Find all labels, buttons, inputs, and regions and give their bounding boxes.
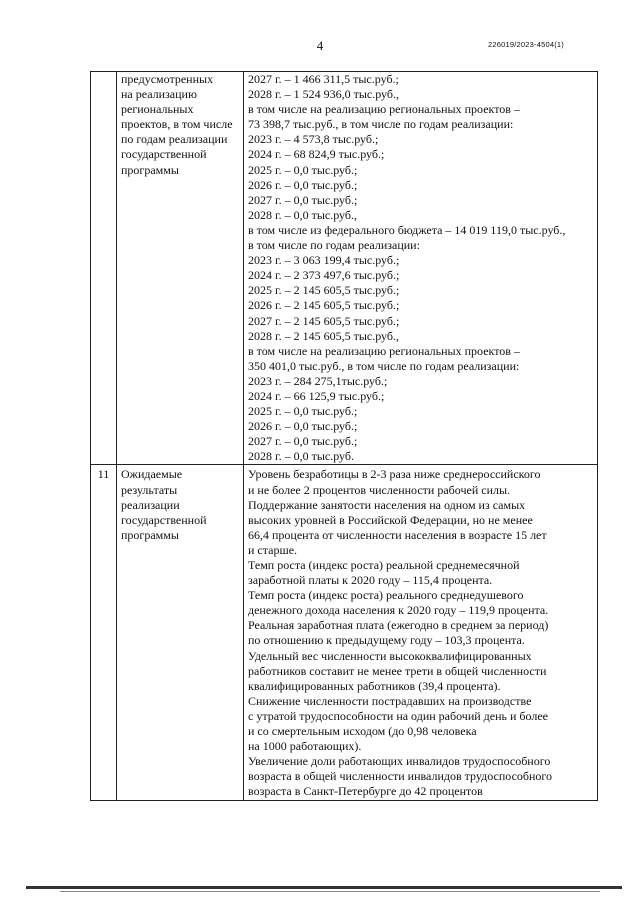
row-label	[117, 72, 244, 465]
label-line: результаты	[121, 482, 178, 497]
content-line: Темп роста (индекс роста) реальной среднемесячной	[248, 558, 520, 572]
content-line: и старше.	[248, 542, 298, 557]
content-line: 2023 г. – 284 275,1тыс.руб.;	[248, 373, 388, 388]
content-line: 73 398,7 тыс.руб., в том числе по годам реализации:	[248, 117, 514, 132]
content-line: 2024 г. – 66 125,9 тыс.руб.;	[248, 388, 385, 403]
content-line: в том числе из федерального бюджета – 14 019 119,0 тыс.руб.,	[248, 222, 566, 237]
content-line: 2025 г. – 0,0 тыс.руб.;	[248, 404, 358, 419]
label-line: государственной	[121, 512, 207, 527]
page-number: 4	[316, 38, 324, 53]
content-line: 2025 г. – 0,0 тыс.руб.;	[248, 162, 358, 177]
content-line: Удельный вес численности высококвалифицированных	[248, 648, 532, 663]
content-line: квалифицированных работников (39,4 процента).	[248, 678, 501, 693]
content-line: 2028 г. – 0,0 тыс.руб.	[248, 449, 354, 464]
content-line: 2027 г. – 2 145 605,5 тыс.руб.;	[248, 313, 400, 328]
row-label	[117, 465, 244, 800]
content-line: работников составит не менее трети в общей численности	[248, 663, 547, 678]
content-line: Темп роста (индекс роста) реального среднедушевого	[248, 588, 524, 603]
content-line: 350 401,0 тыс.руб., в том числе по годам реализации:	[248, 358, 520, 373]
row-content	[244, 465, 598, 800]
label-line: Ожидаемые	[121, 467, 183, 482]
content-line: Поддержание занятости населения на одном из самых	[248, 497, 526, 512]
label-line: государственной	[121, 147, 207, 162]
label-line: по годам реализации	[121, 132, 228, 147]
content-line: возраста в Санкт-Петербурге до 42 процентов	[248, 784, 483, 799]
label-line: программы	[121, 527, 179, 542]
label-line: проектов, в том числе	[121, 117, 233, 132]
label-line: программы	[121, 162, 179, 177]
content-line: заработной платы к 2020 году – 115,4 процента.	[248, 573, 493, 588]
content-line: 2027 г. – 1 466 311,5 тыс.руб.;	[248, 72, 399, 86]
program-passport-table	[90, 71, 598, 801]
content-line: денежного дохода населения к 2020 году – 119,9 процента.	[248, 603, 549, 618]
table-row	[91, 72, 598, 465]
content-line: 2027 г. – 0,0 тыс.руб.;	[248, 192, 358, 207]
content-line: в том числе на реализацию региональных проектов –	[248, 102, 520, 117]
row-number: 11	[91, 465, 117, 800]
label-line: на реализацию	[121, 87, 197, 102]
content-line: Уровень безработицы в 2-3 раза ниже среднероссийского	[248, 467, 541, 482]
content-line: 2026 г. – 2 145 605,5 тыс.руб.;	[248, 298, 400, 313]
content-line: в том числе по годам реализации:	[248, 238, 420, 253]
content-line: и со смертельным исходом (до 0,98 человека	[248, 724, 477, 739]
scan-edge-rule	[26, 886, 622, 889]
content-line: 66,4 процента от численности населения в возрасте 15 лет	[248, 527, 547, 542]
content-line: 2026 г. – 0,0 тыс.руб.;	[248, 177, 358, 192]
content-line: Реальная заработная плата (ежегодно в среднем за период)	[248, 618, 549, 633]
label-line: предусмотренных	[121, 72, 214, 86]
row-number	[91, 72, 117, 465]
content-line: 2028 г. – 1 524 936,0 тыс.руб.,	[248, 87, 399, 102]
content-line: 2028 г. – 2 145 605,5 тыс.руб.,	[248, 328, 399, 343]
row-content	[244, 72, 598, 465]
content-line: 2026 г. – 0,0 тыс.руб.;	[248, 419, 358, 434]
label-line: региональных	[121, 102, 194, 117]
content-line: с утратой трудоспособности на один рабочий день и более	[248, 708, 548, 723]
content-line: Снижение численности пострадавших на производстве	[248, 693, 532, 708]
content-line: 2024 г. – 68 824,9 тыс.руб.;	[248, 147, 385, 162]
content-line: 2028 г. – 0,0 тыс.руб.,	[248, 207, 357, 222]
table-row	[91, 465, 598, 800]
content-line: 2025 г. – 2 145 605,5 тыс.руб.;	[248, 283, 400, 298]
content-line: в том числе на реализацию региональных проектов –	[248, 343, 520, 358]
content-line: высоких уровней в Российской Федерации, но не менее	[248, 512, 533, 527]
content-line: 2024 г. – 2 373 497,6 тыс.руб.;	[248, 268, 400, 283]
content-line: 2023 г. – 4 573,8 тыс.руб.;	[248, 132, 379, 147]
content-line: по отношению к предыдущему году – 103,3 процента.	[248, 633, 525, 648]
document-code: 226019/2023-4504(1)	[488, 40, 564, 49]
scan-edge-rule	[60, 891, 600, 892]
content-line: Увеличение доли работающих инвалидов трудоспособного	[248, 754, 551, 769]
content-line: 2027 г. – 0,0 тыс.руб.;	[248, 434, 358, 449]
content-line: возраста в общей численности инвалидов трудоспособного	[248, 769, 553, 784]
content-line: на 1000 работающих).	[248, 739, 362, 754]
content-line: 2023 г. – 3 063 199,4 тыс.руб.;	[248, 253, 400, 268]
label-line: реализации	[121, 497, 180, 512]
content-line: и не более 2 процентов численности рабочей силы.	[248, 482, 511, 497]
